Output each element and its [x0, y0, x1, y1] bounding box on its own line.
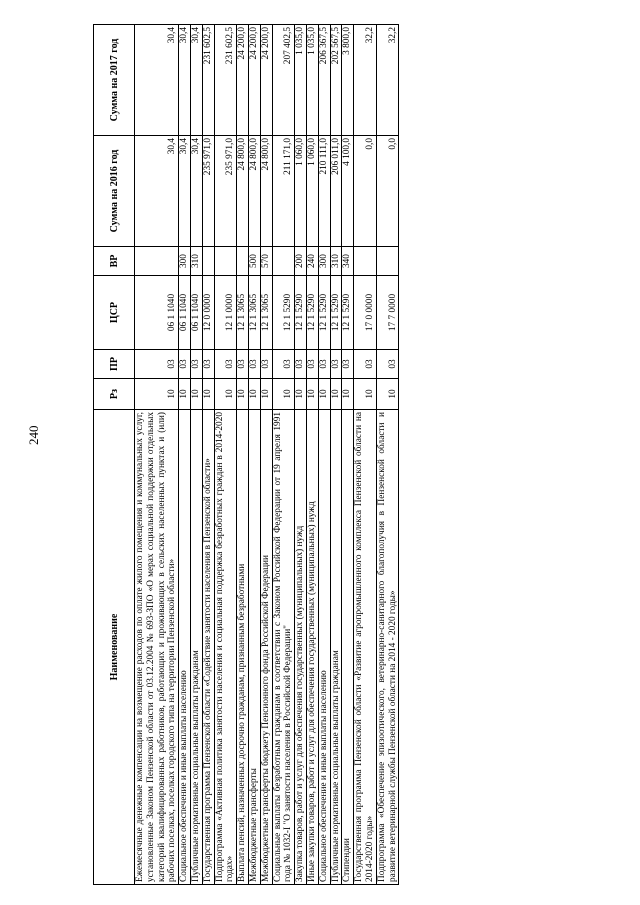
cell-sum-2016: 24 800,0 [237, 136, 249, 247]
cell-sum-2017: 231 602,5 [214, 25, 237, 136]
cell-pr: 03 [260, 350, 272, 379]
table-row [376, 25, 399, 885]
cell-rz: 10 [202, 379, 214, 410]
cell-sum-2016: 206 011,0 [330, 136, 342, 247]
cell-pr: 03 [376, 350, 399, 379]
cell-vr: 310 [190, 247, 202, 276]
cell-pr: 03 [318, 350, 330, 379]
cell-sum-2017: 24 200,0 [237, 25, 249, 136]
cell-sum-2016: 235 971,0 [202, 136, 214, 247]
table-row [214, 25, 237, 885]
cell-sum-2017: 32,2 [354, 25, 377, 136]
cell-pr: 03 [190, 350, 202, 379]
cell-vr [135, 247, 179, 276]
cell-vr [272, 247, 295, 276]
cell-pr: 03 [214, 350, 237, 379]
cell-csr: 06 1 1040 [179, 276, 191, 350]
cell-vr: 300 [179, 247, 191, 276]
header-pr: ПР [94, 350, 135, 379]
table-row [272, 25, 295, 885]
cell-pr: 03 [354, 350, 377, 379]
cell-vr: 300 [318, 247, 330, 276]
cell-sum-2017: 24 200,0 [248, 25, 260, 136]
cell-rz: 10 [330, 379, 342, 410]
table-row [202, 25, 214, 885]
cell-sum-2017: 30,4 [190, 25, 202, 136]
cell-csr: 12 1 3065 [237, 276, 249, 350]
table-row [342, 25, 354, 885]
cell-sum-2016: 211 171,0 [272, 136, 295, 247]
cell-sum-2017: 202 567,5 [330, 25, 342, 136]
cell-name: Межбюджетные трансферты бюджету Пенсионного фонда Российской Федерации [260, 410, 272, 885]
table-row [295, 25, 307, 885]
cell-sum-2017: 1 035,0 [295, 25, 307, 136]
cell-name: Публичные нормативные социальные выплаты гражданам [330, 410, 342, 885]
cell-sum-2017: 231 602,5 [202, 25, 214, 136]
cell-sum-2016: 30,4 [135, 136, 179, 247]
cell-name: Государственная программа Пензенской области «Развитие агропромышленного комплекса Пензенской области на 2014-2020 годы» [354, 410, 377, 885]
cell-name: Ежемесячные денежные компенсации на возмещение расходов по оплате жилого помещения и коммунальных услуг, установленные Законом Пензенской области от 03.12.2004 № 693-ЗПО «О мерах социальной поддержки отдельных категорий квалифицированных работников, работающих и проживающих в сельских населенных пунктах и (или) рабочих поселках, поселках городского типа на территории Пензенской области» [135, 410, 179, 885]
table-row [237, 25, 249, 885]
header-sum-2016: Сумма на 2016 год [94, 136, 135, 247]
cell-rz: 10 [354, 379, 377, 410]
cell-csr: 12 1 3065 [260, 276, 272, 350]
cell-vr: 240 [306, 247, 318, 276]
cell-sum-2016: 30,4 [190, 136, 202, 247]
cell-name: Закупка товаров, работ и услуг для обеспечения государственных (муниципальных) нужд [295, 410, 307, 885]
cell-pr: 03 [295, 350, 307, 379]
cell-vr [237, 247, 249, 276]
cell-name: Межбюджетные трансферты [248, 410, 260, 885]
cell-csr: 12 1 5290 [306, 276, 318, 350]
cell-csr: 17 0 0000 [354, 276, 377, 350]
cell-pr: 03 [272, 350, 295, 379]
cell-sum-2016: 24 800,0 [260, 136, 272, 247]
cell-sum-2017: 1 035,0 [306, 25, 318, 136]
cell-pr: 03 [202, 350, 214, 379]
cell-vr [214, 247, 237, 276]
cell-vr: 310 [330, 247, 342, 276]
cell-name: Подпрограмма «Активная политика занятости населения и социальная поддержка безработных граждан в 2014-2020 годах» [214, 410, 237, 885]
cell-csr: 17 7 0000 [376, 276, 399, 350]
cell-sum-2016: 24 800,0 [248, 136, 260, 247]
cell-name: Выплата пенсий, назначенных досрочно гражданам, признанным безработными [237, 410, 249, 885]
cell-sum-2016: 1 060,0 [306, 136, 318, 247]
cell-vr: 340 [342, 247, 354, 276]
cell-name: Иные закупки товаров, работ и услуг для обеспечения государственных (муниципальных) нужд [306, 410, 318, 885]
cell-sum-2017: 30,4 [179, 25, 191, 136]
cell-name: Государственная программа Пензенской области «Содействие занятости населения в Пензенской области» [202, 410, 214, 885]
cell-vr: 570 [260, 247, 272, 276]
cell-pr: 03 [342, 350, 354, 379]
header-vr: ВР [94, 247, 135, 276]
table-row [248, 25, 260, 885]
table-row [306, 25, 318, 885]
header-row [94, 25, 135, 885]
header-sum-2017: Сумма на 2017 год [94, 25, 135, 136]
header-rz: Рз [94, 379, 135, 410]
cell-rz: 10 [295, 379, 307, 410]
cell-pr: 03 [135, 350, 179, 379]
cell-csr: 12 1 0000 [214, 276, 237, 350]
cell-vr: 200 [295, 247, 307, 276]
cell-rz: 10 [306, 379, 318, 410]
cell-sum-2016: 30,4 [179, 136, 191, 247]
cell-name: Социальные выплаты безработным гражданам в соответствии с Законом Российской Федерации от 19 апреля 1991 года № 1032-I "О занятости населения в Российской Федерации" [272, 410, 295, 885]
cell-rz: 10 [272, 379, 295, 410]
cell-vr: 500 [248, 247, 260, 276]
cell-vr [354, 247, 377, 276]
budget-table [93, 24, 399, 885]
table-row [190, 25, 202, 885]
cell-rz: 10 [318, 379, 330, 410]
cell-pr: 03 [330, 350, 342, 379]
cell-pr: 03 [248, 350, 260, 379]
cell-name: Социальное обеспечение и иные выплаты населению [318, 410, 330, 885]
cell-sum-2017: 3 800,0 [342, 25, 354, 136]
cell-pr: 03 [179, 350, 191, 379]
cell-rz: 10 [248, 379, 260, 410]
cell-csr: 12 1 5290 [295, 276, 307, 350]
cell-sum-2017: 207 402,5 [272, 25, 295, 136]
cell-pr: 03 [237, 350, 249, 379]
rotated-table-wrapper [93, 25, 399, 885]
cell-csr: 12 0 0000 [202, 276, 214, 350]
cell-csr: 12 1 5290 [318, 276, 330, 350]
cell-sum-2017: 32,2 [376, 25, 399, 136]
cell-csr: 06 1 1040 [190, 276, 202, 350]
cell-rz: 10 [190, 379, 202, 410]
cell-sum-2017: 30,4 [135, 25, 179, 136]
cell-name: Социальное обеспечение и иные выплаты населению [179, 410, 191, 885]
cell-rz: 10 [260, 379, 272, 410]
table-row [135, 25, 179, 885]
cell-rz: 10 [376, 379, 399, 410]
table-body [135, 25, 399, 885]
page-number: 240 [26, 425, 41, 445]
cell-name: Публичные нормативные социальные выплаты гражданам [190, 410, 202, 885]
header-name: Наименование [94, 410, 135, 885]
cell-rz: 10 [214, 379, 237, 410]
cell-rz: 10 [237, 379, 249, 410]
cell-sum-2016: 0,0 [354, 136, 377, 247]
cell-rz: 10 [342, 379, 354, 410]
cell-name: Стипендии [342, 410, 354, 885]
cell-sum-2016: 235 971,0 [214, 136, 237, 247]
cell-sum-2016: 210 111,0 [318, 136, 330, 247]
table-row [260, 25, 272, 885]
cell-sum-2016: 0,0 [376, 136, 399, 247]
cell-sum-2016: 4 100,0 [342, 136, 354, 247]
table-row [354, 25, 377, 885]
cell-vr [202, 247, 214, 276]
cell-csr: 12 1 5290 [272, 276, 295, 350]
header-csr: ЦСР [94, 276, 135, 350]
table-row [318, 25, 330, 885]
cell-rz: 10 [179, 379, 191, 410]
table-row [330, 25, 342, 885]
cell-sum-2016: 1 060,0 [295, 136, 307, 247]
cell-sum-2017: 206 367,5 [318, 25, 330, 136]
cell-csr: 12 1 5290 [330, 276, 342, 350]
cell-sum-2017: 24 200,0 [260, 25, 272, 136]
cell-name: Подпрограмма «Обеспечение эпизоотического, ветеринарно-санитарного благополучия в Пензенской области и развитие ветеринарной службы Пензенской области на 2014 - 2020 годы» [376, 410, 399, 885]
cell-rz: 10 [135, 379, 179, 410]
cell-csr: 12 1 3065 [248, 276, 260, 350]
cell-csr: 12 1 5290 [342, 276, 354, 350]
table-row [179, 25, 191, 885]
cell-csr: 06 1 1040 [135, 276, 179, 350]
cell-pr: 03 [306, 350, 318, 379]
cell-vr [376, 247, 399, 276]
